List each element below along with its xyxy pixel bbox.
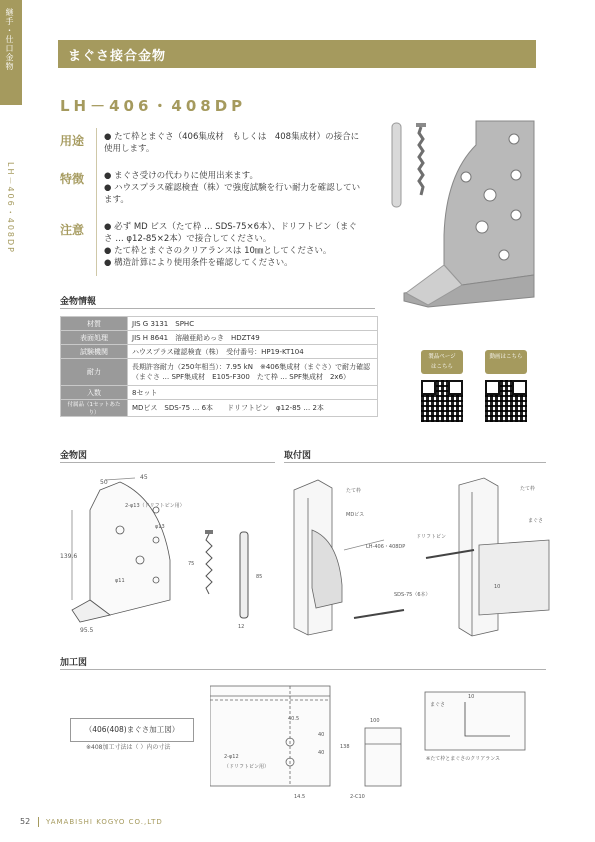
hardware-divider <box>60 462 275 463</box>
dim-height: 139.6 <box>60 553 78 560</box>
dim-bis-length: 75 <box>188 561 195 567</box>
list-item: ● たて枠とまぐさ（406集成材 もしくは 408集成材）の接合に使用します。 <box>104 132 360 154</box>
list-item: ● 必ず MD ビス（たて枠 … SDS-75×6本）、ドリフトピン（まぐさ … φ12-85×2本）で接合してください。 <box>104 222 357 244</box>
pin-drawing <box>240 532 248 618</box>
page-number: 52 <box>20 817 31 826</box>
label-magusa-detail: まぐさ <box>430 702 446 708</box>
dim-processing-e: 40 <box>318 750 325 756</box>
section-divider <box>96 128 97 276</box>
sidebar-category: 継手・仕口金物 <box>5 8 14 71</box>
dim-width-2: 45 <box>140 474 148 481</box>
model-number: LH－406・408DP <box>60 97 247 115</box>
product-page-button[interactable]: 製品ページ はこちら <box>421 350 463 374</box>
footer-divider <box>38 817 39 827</box>
dim-pin-holes: 2-φ13（ドリフトピン用） <box>125 503 185 509</box>
dim-hole: φ13 <box>155 524 165 530</box>
page-title: まぐさ接合金物 <box>68 49 167 64</box>
video-qr[interactable] <box>476 350 536 422</box>
dim-slot: 10 <box>468 694 475 700</box>
video-button[interactable]: 動画はこちら <box>485 350 527 374</box>
info-table <box>60 316 378 417</box>
dim-processing-f: 138 <box>340 744 350 750</box>
install-drawing-title: 取付図 <box>284 451 312 461</box>
install-drawing <box>284 470 550 640</box>
label-sds: SDS-75（6本） <box>394 592 431 598</box>
label-tatewaku-2: たて枠 <box>520 486 536 492</box>
hardware-drawing-title: 金物図 <box>60 451 88 461</box>
dim-depth: 95.5 <box>80 627 94 634</box>
screw-drawing <box>205 530 213 594</box>
table-row: 耐力 長期許容耐力（250年相当）：7.95 kN ※406集成材（まぐさ）で耐力確認（まぐさ … SPF集成材 E105-F300 たて枠 … SPF集成材 2x6） <box>61 359 378 386</box>
list-item: ● 構造計算により使用条件を確認してください。 <box>104 258 293 268</box>
label-mdbis: MDビス <box>346 512 365 518</box>
note-label: 注意 <box>60 223 85 237</box>
hardware-drawing <box>60 470 280 640</box>
qr-code-icon <box>485 380 527 422</box>
label-product: LH-406・408DP <box>366 544 406 550</box>
feature-list <box>104 170 364 206</box>
screw-image <box>416 123 426 195</box>
table-row: 表面処理 JIS H 8641 溶融亜鉛めっき HDZT49 <box>61 331 378 345</box>
table-row: 材質 JIS G 3131 SPHC <box>61 317 378 331</box>
footer-company: YAMABISHI KOGYO CO.,LTD <box>46 818 163 826</box>
dim-processing-a: 40.5 <box>288 716 300 722</box>
processing-note: ※408加工寸法は（ ）内の寸法 <box>86 744 171 751</box>
dim-processing-h: 2-C10 <box>350 794 365 800</box>
label-pin: ドリフトピン <box>416 534 447 540</box>
label-magusa: まぐさ <box>528 518 544 524</box>
dim-pin-length: 85 <box>256 574 263 580</box>
list-item: ● たて枠とまぐさのクリアランスは 10㎜としてください。 <box>104 246 332 256</box>
table-row: 付属品（1セットあたり） MDビス SDS-75 … 6本 ドリフトピン φ12-85 … 2本 <box>61 400 378 417</box>
table-row: 試験機関 ハウスプラス確認検査（株） 受付番号：HP19-KT104 <box>61 345 378 359</box>
product-page-qr[interactable] <box>412 350 472 422</box>
info-title: 金物情報 <box>60 297 97 307</box>
install-divider <box>284 462 546 463</box>
note-list <box>104 221 364 269</box>
product-photo <box>384 115 554 310</box>
dim-processing-d: 40 <box>318 732 325 738</box>
dim-pin: φ11 <box>115 578 125 584</box>
processing-caption: （406(408)まぐさ加工図） <box>70 718 194 742</box>
list-item: ● ハウスプラス確認検査（株）で強度試験を行い耐力を確認しています。 <box>104 183 361 205</box>
qr-code-icon <box>421 380 463 422</box>
info-divider <box>60 308 375 309</box>
feature-label: 特徴 <box>60 172 85 186</box>
bracket-image <box>404 121 534 307</box>
label-tatewaku: たて枠 <box>346 488 362 494</box>
label-clearance: 10 <box>494 584 501 590</box>
use-list <box>104 131 364 155</box>
dim-pin-diameter: 12 <box>238 624 245 630</box>
label-clearance-note: ※たて枠とまぐさのクリアランス <box>426 756 501 762</box>
drift-pin-image <box>392 123 401 207</box>
list-item: ● まぐさ受けの代わりに使用出来ます。 <box>104 171 258 181</box>
table-row: 入数 8セット <box>61 386 378 400</box>
dim-width-1: 50 <box>100 479 108 486</box>
processing-drawing-title: 加工図 <box>60 658 88 668</box>
dim-processing-b: 2-φ12 <box>224 754 239 760</box>
dim-processing-g: 14.5 <box>294 794 306 800</box>
use-label: 用途 <box>60 134 85 148</box>
sidebar-model: LH－406・408DP <box>6 162 15 254</box>
dim-processing-i: 100 <box>370 718 380 724</box>
dim-processing-c: （ドリフトピン用） <box>224 764 270 770</box>
processing-drawing <box>210 676 550 810</box>
processing-divider <box>60 669 546 670</box>
